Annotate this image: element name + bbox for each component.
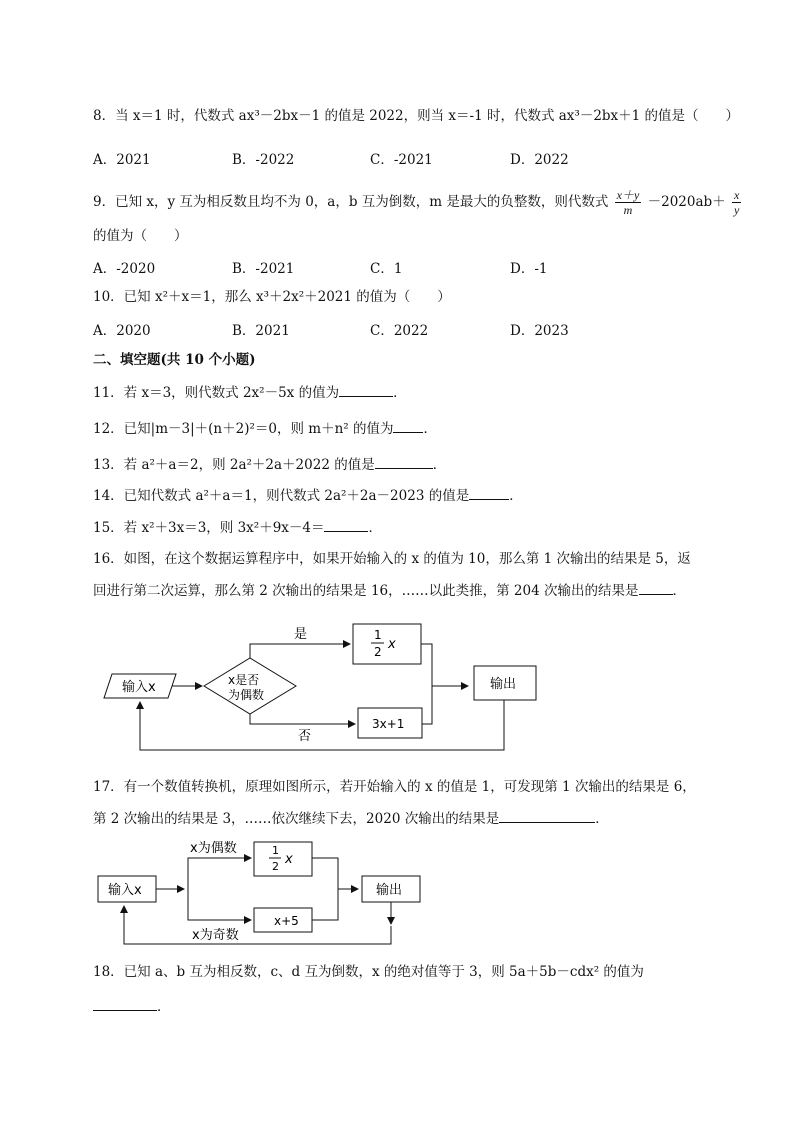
q15-text: 15．若 x²＋3x＝3，则 3x²＋9x－4＝ [93, 520, 325, 536]
q18-line-2 [93, 996, 171, 1017]
q17-period: ． [595, 811, 609, 827]
flow1-half-num: 1 [374, 628, 382, 642]
flow1-half-var: x [388, 637, 396, 652]
q9-option-c: C．1 [370, 261, 403, 277]
flow1-decision-line-2: 为偶数 [228, 688, 265, 702]
q10-option-a: A．2020 [93, 323, 151, 339]
q8-option-b: B．-2022 [232, 152, 295, 168]
q17-line-2-text: 第 2 次输出的结果是 3，……依次继续下去，2020 次输出的结果是 [93, 811, 500, 827]
q9-mid: －2020ab＋ [647, 194, 726, 210]
flowchart-2 [94, 836, 434, 948]
q11-answer-blank [339, 382, 393, 397]
question-8-stem: 8．当 x＝1 时，代数式 ax³－2bx－1 的值是 2022，则当 x＝-1 时，代数式 ax³－2bx＋1 的值是（ ） [93, 108, 740, 124]
q11-period: ． [393, 385, 407, 401]
q9-option-a: A．-2020 [93, 261, 156, 277]
flow1-no-label: 否 [298, 729, 312, 744]
flow1-decision-line-1: x是否 [228, 673, 260, 687]
question-14 [93, 485, 523, 506]
q9-fraction-1 [615, 188, 642, 217]
q10-option-b: B．2021 [232, 323, 290, 339]
q14-answer-blank [469, 485, 509, 500]
q8-option-c: C．-2021 [370, 152, 433, 168]
q14-text: 14．已知代数式 a²＋a＝1，则代数式 2a²＋2a－2023 的值是 [93, 488, 470, 504]
q9-frac2-den: y [733, 203, 740, 217]
q15-period: ． [368, 520, 382, 536]
q8-option-d: D．2022 [510, 152, 569, 168]
flow2-half-den: 2 [272, 860, 279, 873]
q12-period: ． [423, 421, 437, 437]
flow1-half-den: 2 [374, 645, 382, 659]
q10-option-d: D．2023 [510, 323, 569, 339]
flow2-output-label: 输出 [376, 883, 403, 898]
q9-fraction-2 [732, 188, 741, 217]
q15-answer-blank [324, 517, 368, 532]
q11-text: 11．若 x＝3，则代数式 2x²－5x 的值为 [93, 385, 340, 401]
flow1-odd-op: 3x+1 [372, 717, 405, 731]
question-11 [93, 382, 407, 403]
q13-text: 13．若 a²＋a＝2，则 2a²＋2a＋2022 的值是 [93, 457, 375, 473]
q9-option-d: D．-1 [510, 261, 548, 277]
question-15 [93, 517, 382, 538]
question-12 [93, 418, 437, 439]
q9-stem-a: 9．已知 x，y 互为相反数且均不为 0，a，b 互为倒数，m 是最大的负整数，则代数式 [93, 194, 609, 210]
section-2-heading: 二、填空题(共 10 个小题) [93, 352, 256, 368]
flow2-odd-label: x为奇数 [192, 928, 239, 943]
flow2-half-num: 1 [272, 844, 279, 857]
q16-line-1: 16．如图，在这个数据运算程序中，如果开始输入的 x 的值为 10，那么第 1 次输出的结果是 5，返 [93, 551, 691, 567]
q12-text: 12．已知|m－3|＋(n＋2)²＝0，则 m＋n² 的值为 [93, 421, 394, 437]
q16-line-2 [93, 580, 686, 601]
q18-period: ． [157, 999, 171, 1015]
flow1-half-box [353, 624, 421, 664]
q9-option-b: B．-2021 [232, 261, 295, 277]
flow1-input-label: 输入x [122, 680, 156, 695]
q18-line-1: 18．已知 a、b 互为相反数，c、d 互为倒数，x 的绝对值等于 3，则 5a＋5b－cdx² 的值为 [93, 964, 644, 980]
flow1-output-label: 输出 [490, 677, 517, 692]
flow2-even-label: x为偶数 [190, 841, 237, 856]
q9-frac2-num: x [733, 188, 740, 202]
q17-line-2 [93, 808, 609, 829]
flow1-yes-label: 是 [294, 627, 308, 642]
flow2-input-label: 输入x [108, 883, 142, 898]
q16-period: ． [672, 583, 686, 599]
q16-answer-blank [639, 580, 673, 595]
q17-line-1: 17．有一个数值转换机，原理如图所示，若开始输入的 x 的值是 1，可发现第 1 次输出的结果是 6， [93, 779, 696, 795]
flow2-half-box [254, 842, 312, 876]
q10-option-c: C．2022 [370, 323, 429, 339]
flowchart-1 [100, 618, 550, 758]
flow2-half-var: x [285, 852, 293, 867]
q9-stem-b: 的值为（ ） [93, 228, 188, 244]
q9-frac1-num: x＋y [616, 188, 640, 202]
q18-answer-blank [93, 996, 157, 1011]
q12-answer-blank [393, 418, 423, 433]
q13-period: ． [432, 457, 447, 473]
q14-period: ． [509, 488, 523, 504]
question-10-stem: 10．已知 x²＋x＝1，那么 x³＋2x²＋2021 的值为（ ） [93, 289, 451, 305]
q13-answer-blank [375, 454, 433, 469]
question-13 [93, 454, 446, 475]
q17-answer-blank [499, 808, 595, 823]
q9-frac1-den: m [623, 203, 633, 217]
q16-line-2-text: 回进行第二次运算，那么第 2 次输出的结果是 16，……以此类推，第 204 次输出的结果是 [93, 583, 639, 599]
question-9-stem [93, 188, 743, 217]
q8-option-a: A．2021 [93, 152, 151, 168]
flow2-odd-op: x+5 [274, 914, 299, 928]
